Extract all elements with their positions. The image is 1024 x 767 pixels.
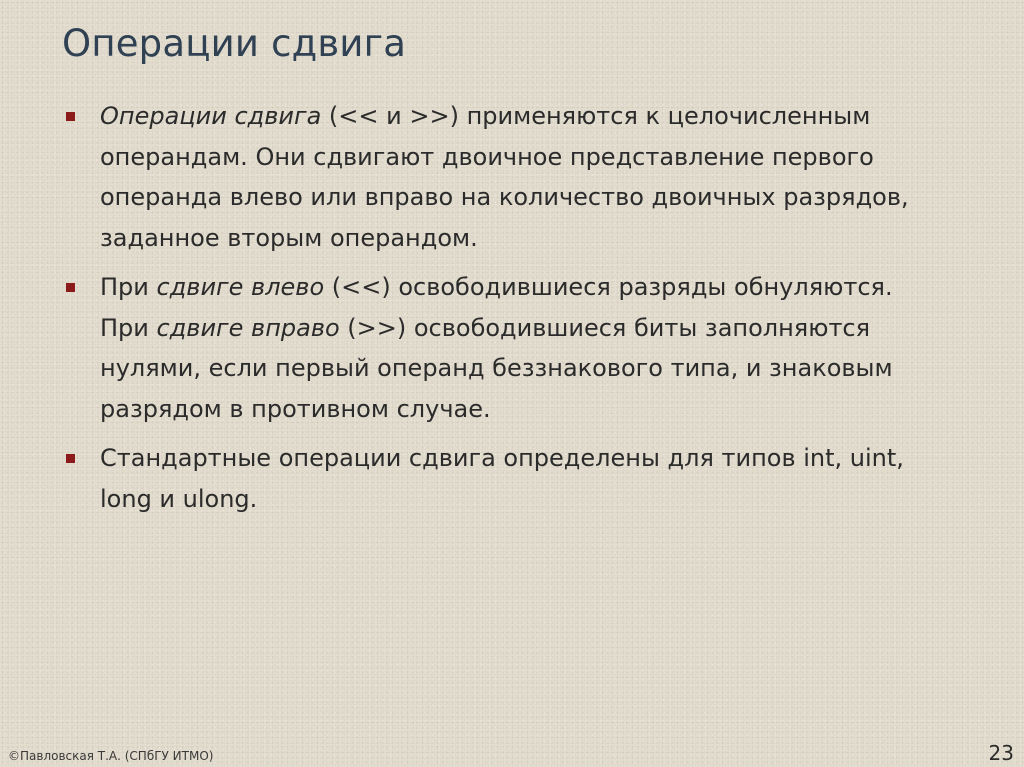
term-shift-operations: Операции сдвига <box>100 102 322 130</box>
bullet-item <box>64 96 944 258</box>
bullet-item <box>64 267 944 429</box>
square-bullet-icon <box>66 283 75 292</box>
bullet-text <box>100 96 944 258</box>
square-bullet-icon <box>66 112 75 121</box>
term-left-shift: сдвиге влево <box>156 273 325 301</box>
text-segment: При <box>100 273 157 301</box>
text-segment: (<< и >>) применяются к целочисленным операндам. Они сдвигают двоичное представление первого операнда влево или вправо на количество двоичных разрядов, заданное вторым операндом. <box>100 102 909 252</box>
text-segment: (<<) освободившиеся разряды обнуляются. При <box>100 273 893 342</box>
term-right-shift: сдвиге вправо <box>156 313 340 342</box>
bullet-list <box>64 96 944 519</box>
bullet-text <box>100 267 944 429</box>
text-segment: (>>) освободившиеся биты заполняются нулями, если первый операнд беззнакового типа, и знаковым разрядом в противном случае. <box>100 313 893 423</box>
text-segment: Стандартные операции сдвига определены для типов int, uint, long и ulong. <box>100 444 904 513</box>
bullet-text <box>100 438 944 519</box>
page-number: 23 <box>988 741 1014 765</box>
slide-title: Операции сдвига <box>62 22 407 65</box>
square-bullet-icon <box>66 454 75 463</box>
footer-copyright: ©Павловская Т.А. (СПбГУ ИТМО) <box>8 749 214 763</box>
bullet-item <box>64 438 944 519</box>
